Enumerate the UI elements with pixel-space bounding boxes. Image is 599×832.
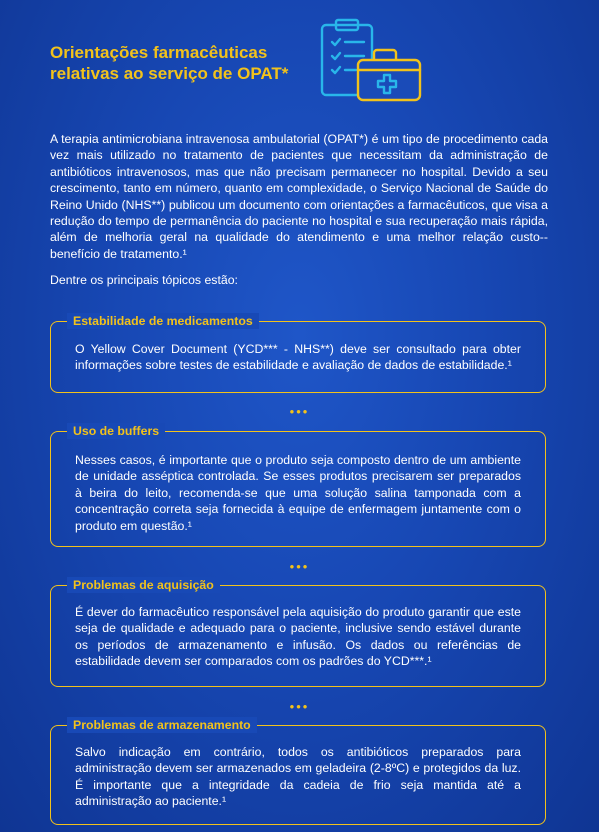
topic-card-body: Nesses casos, é importante que o produto seja composto dentro de um ambiente de unidade asséptica controlada. Se esses produtos precisarem ser preparados à beira do leito, recomenda-se que uma solução salina tamponada com a concentração correta seja fornecida à equipe de enfermagem juntamente com o produto em questão.¹ (75, 453, 521, 533)
topic-card-title: Estabilidade de medicamentos (67, 313, 259, 329)
section-separator: ••• (289, 699, 310, 714)
page-title (50, 42, 310, 84)
page-title-line-1: Orientações farmacêuticas (50, 43, 268, 62)
section-separator: ••• (289, 559, 310, 574)
topic-card-stability (50, 314, 546, 393)
section-separator: ••• (289, 404, 310, 419)
topic-card-buffers (50, 424, 546, 547)
topic-card-title: Uso de buffers (67, 423, 165, 439)
topic-card-acquisition (50, 578, 546, 687)
topic-card-body: É dever do farmacêutico responsável pela aquisição do produto garantir que este seja de qualidade e adequado para o paciente, inclusive sendo estável durante os períodos de armazenamento e infusão. Os dados ou referências de estabilidade devem ser comparados com os padrões do YCD***.¹ (75, 605, 521, 669)
topic-card-body: Salvo indicação em contrário, todos os antibióticos preparados para administração devem ser armazenados em geladeira (2-8ºC) e protegidos da luz. É importante que a integridade da cadeia de frio seja mantida até a administração ao paciente.¹ (75, 745, 521, 809)
intro-paragraph: A terapia antimicrobiana intravenosa ambulatorial (OPAT*) é um tipo de procedimento cada vez mais utilizado no tratamento de pacientes que necessitam da administração de antibióticos intravenosos, mas que não precisam permanecer no hospital. Devido a seu crescimento, tanto em número, quanto em complexidade, o Serviço Nacional de Saúde do Reino Unido (NHS**) publicou um documento com orientações a farmacêuticos, que visa a redução do tempo de permanência do paciente no hospital e sua recuperação mais rápida, além de melhoria geral na qualidade do atendimento e uma melhor relação custo--benefício de tratamento.¹ (50, 132, 548, 261)
topic-card-storage (50, 718, 546, 825)
topic-card-body: O Yellow Cover Document (YCD*** - NHS**) deve ser consultado para obter informações sobre testes de estabilidade e avaliação de dados de estabilidade.¹ (75, 342, 521, 373)
clipboard-medical-kit-icon (318, 18, 430, 104)
topic-card-title: Problemas de aquisição (67, 577, 220, 593)
page-title-line-2: relativas ao serviço de OPAT* (50, 64, 289, 83)
topic-card-title: Problemas de armazenamento (67, 717, 257, 733)
topics-lead-text: Dentre os principais tópicos estão: (50, 273, 238, 287)
